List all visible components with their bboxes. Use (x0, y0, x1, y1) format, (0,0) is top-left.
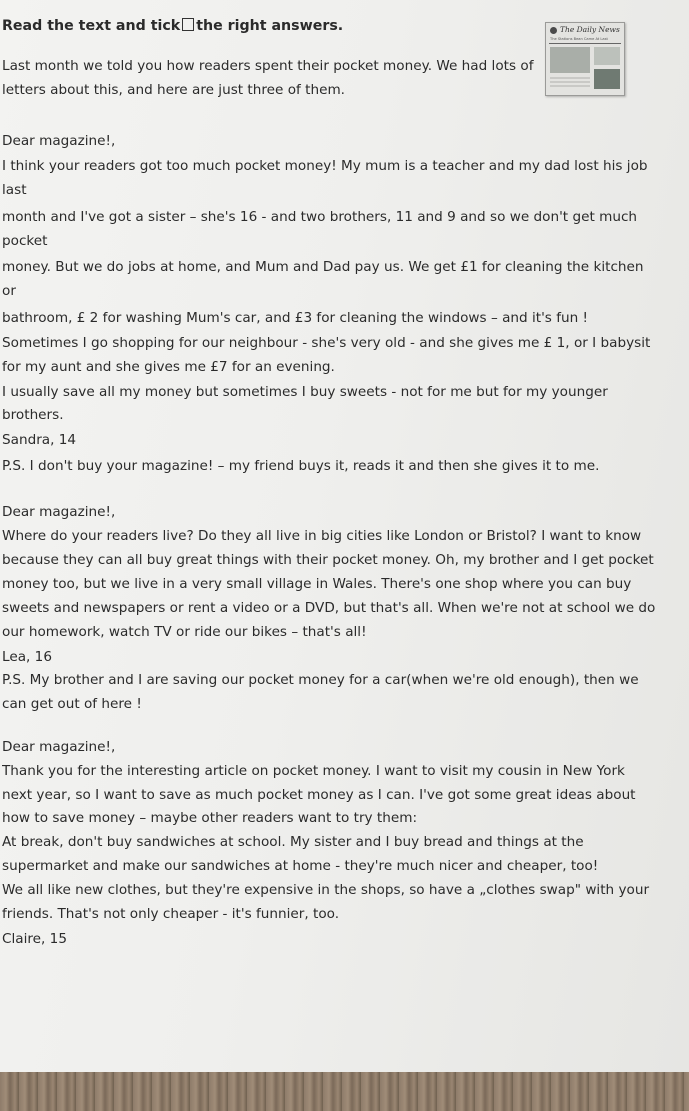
letter3-line: next year, so I want to save as much pocket money as I can. I've got some great ideas about (2, 787, 636, 803)
letter2-signature: Lea, 16 (2, 649, 52, 665)
checkbox-icon (182, 18, 194, 31)
letter2-line: because they can all buy great things with their pocket money. Oh, my brother and I get pocket (2, 552, 654, 568)
letter3-greeting: Dear magazine!, (2, 739, 116, 755)
letter1-line: bathroom, £ 2 for washing Mum's car, and £3 for cleaning the windows – and it's fun ! (2, 310, 588, 326)
newspaper-masthead: The Daily News (560, 25, 620, 34)
letter1-postscript: P.S. I don't buy your magazine! – my friend buys it, reads it and then she gives it to me. (2, 458, 600, 474)
letter2-line: sweets and newspapers or rent a video or a DVD, but that's all. When we're not at school we do (2, 600, 656, 616)
letter3-line: how to save money – maybe other readers want to try them: (2, 810, 418, 826)
letter1-greeting: Dear magazine!, (2, 133, 116, 149)
letter1-line: I usually save all my money but sometimes I buy sweets - not for me but for my younger (2, 384, 608, 400)
intro-line: letters about this, and here are just three of them. (2, 82, 346, 98)
letter2-postscript: P.S. My brother and I are saving our pocket money for a car(when we're old enough), then we (2, 672, 639, 688)
letter1-line: pocket (2, 233, 48, 249)
letter2-greeting: Dear magazine!, (2, 504, 116, 520)
letter3-line: friends. That's not only cheaper - it's funnier, too. (2, 906, 340, 922)
letter3-line: At break, don't buy sandwiches at school. My sister and I buy bread and things at the (2, 834, 584, 850)
letter1-line: money. But we do jobs at home, and Mum and Dad pay us. We get £1 for cleaning the kitchen (2, 259, 644, 275)
letter2-line: our homework, watch TV or ride our bikes – that's all! (2, 624, 367, 640)
letter1-line: last (2, 182, 27, 198)
letter3-signature: Claire, 15 (2, 931, 67, 947)
letter2-postscript: can get out of here ! (2, 696, 142, 712)
letter3-line: supermarket and make our sandwiches at home - they're much nicer and cheaper, too! (2, 858, 599, 874)
instruction-title: Read the text and tick the right answers. (2, 18, 344, 34)
letter1-line: month and I've got a sister – she's 16 - and two brothers, 11 and 9 and so we don't get much (2, 209, 638, 225)
letter1-line: for my aunt and she gives me £7 for an evening. (2, 359, 335, 375)
letter2-line: money too, but we live in a very small village in Wales. There's one shop where you can buy (2, 576, 632, 592)
newspaper-icon (545, 22, 625, 96)
letter3-line: Thank you for the interesting article on pocket money. I want to visit my cousin in New York (2, 763, 625, 779)
letter1-line: brothers. (2, 407, 64, 423)
letter1-line: Sometimes I go shopping for our neighbour - she's very old - and she gives me £ 1, or I babysit (2, 335, 651, 351)
newspaper-subline: The Stations Bean Came At Last (550, 37, 608, 41)
letter2-line: Where do your readers live? Do they all live in big cities like London or Bristol? I want to know (2, 528, 642, 544)
letter1-signature: Sandra, 14 (2, 432, 77, 448)
letter1-line: or (2, 283, 16, 299)
intro-line: Last month we told you how readers spent their pocket money. We had lots of (2, 58, 534, 74)
letter3-line: We all like new clothes, but they're expensive in the shops, so have a „clothes swap" with your (2, 882, 650, 898)
wooden-surface (0, 1072, 689, 1111)
letter1-line: I think your readers got too much pocket money! My mum is a teacher and my dad lost his job (2, 158, 648, 174)
